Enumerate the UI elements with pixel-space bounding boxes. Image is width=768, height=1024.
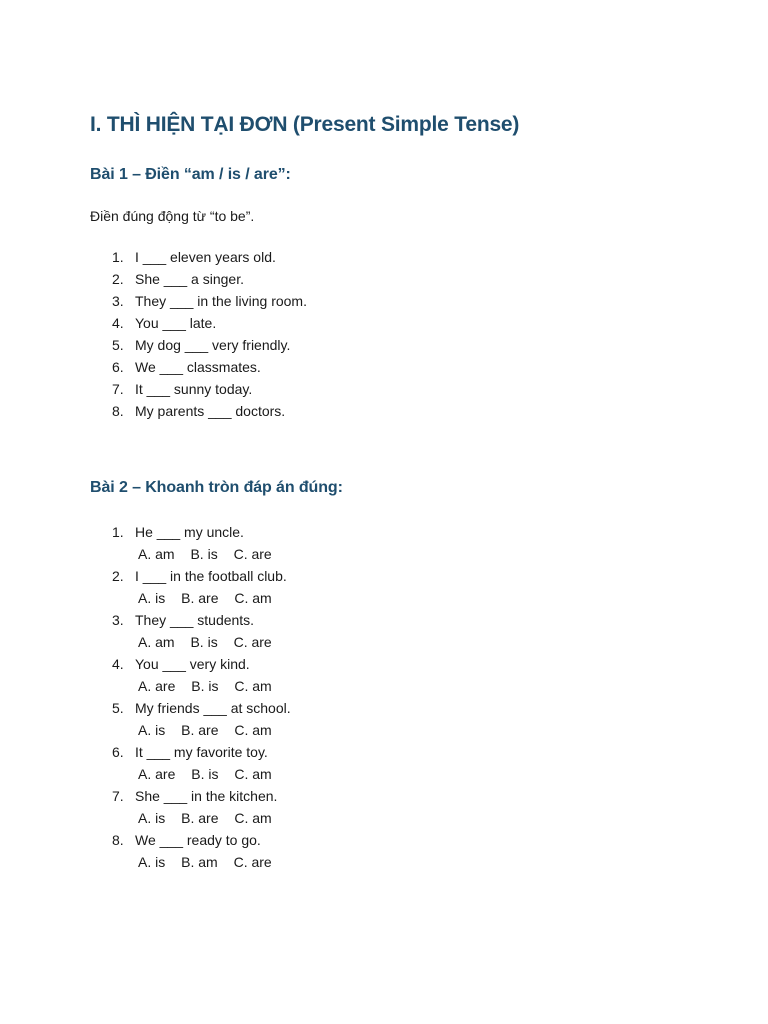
question-text: My parents ___ doctors. (135, 403, 286, 419)
exercise-1-list (112, 246, 307, 422)
answer-options (112, 675, 291, 697)
page-title: I. THÌ HIỆN TẠI ĐƠN (Present Simple Tense) (90, 113, 520, 136)
option-a[interactable]: A. is (138, 810, 166, 826)
question-text: My dog ___ very friendly. (135, 337, 291, 353)
question-text: It ___ my favorite toy. (135, 744, 268, 760)
question-number: 2. (112, 568, 124, 584)
question-number: 3. (112, 612, 124, 628)
question-number: 1. (112, 524, 124, 540)
exercise-1-question (112, 378, 307, 400)
option-a[interactable]: A. is (138, 722, 166, 738)
option-a[interactable]: A. is (138, 854, 166, 870)
question-text: She ___ in the kitchen. (135, 788, 278, 804)
option-a[interactable]: A. are (138, 766, 176, 782)
question-text: They ___ students. (135, 612, 255, 628)
answer-options (112, 763, 291, 785)
exercise-2-question (112, 829, 291, 873)
exercise-1-question (112, 312, 307, 334)
exercise-1-question (112, 290, 307, 312)
question-number: 5. (112, 700, 124, 716)
exercise-2-question (112, 697, 291, 741)
question-text: He ___ my uncle. (135, 524, 244, 540)
option-b[interactable]: B. is (190, 634, 218, 650)
exercise-2-question (112, 741, 291, 785)
option-a[interactable]: A. are (138, 678, 176, 694)
exercise-2-list (112, 521, 291, 873)
option-b[interactable]: B. is (191, 766, 219, 782)
exercise-2-question (112, 785, 291, 829)
question-number: 2. (112, 271, 124, 287)
exercise-2-title: Bài 2 – Khoanh tròn đáp án đúng: (90, 479, 343, 496)
question-text: They ___ in the living room. (135, 293, 307, 309)
option-a[interactable]: A. am (138, 546, 175, 562)
question-number: 6. (112, 359, 124, 375)
question-number: 4. (112, 315, 124, 331)
question-text: It ___ sunny today. (135, 381, 253, 397)
exercise-1-question (112, 268, 307, 290)
question-text: She ___ a singer. (135, 271, 244, 287)
option-c[interactable]: C. are (233, 546, 272, 562)
option-c[interactable]: C. are (233, 634, 272, 650)
answer-options (112, 543, 291, 565)
question-number: 5. (112, 337, 124, 353)
question-number: 4. (112, 656, 124, 672)
question-text: We ___ ready to go. (135, 832, 261, 848)
option-b[interactable]: B. are (181, 722, 219, 738)
option-c[interactable]: C. are (233, 854, 272, 870)
question-number: 1. (112, 249, 124, 265)
exercise-1-instruction: Điền đúng động từ “to be”. (90, 208, 255, 224)
question-number: 7. (112, 788, 124, 804)
answer-options (112, 851, 291, 873)
exercise-2-question (112, 609, 291, 653)
question-text: I ___ in the football club. (135, 568, 287, 584)
exercise-1-question (112, 356, 307, 378)
option-c[interactable]: C. am (234, 590, 272, 606)
option-c[interactable]: C. am (234, 678, 272, 694)
question-number: 7. (112, 381, 124, 397)
option-c[interactable]: C. am (234, 810, 272, 826)
exercise-1-question (112, 400, 307, 422)
option-b[interactable]: B. am (181, 854, 218, 870)
answer-options (112, 587, 291, 609)
exercise-2-question (112, 653, 291, 697)
question-text: You ___ late. (135, 315, 217, 331)
question-text: We ___ classmates. (135, 359, 261, 375)
exercise-2-question (112, 565, 291, 609)
exercise-1-title: Bài 1 – Điền “am / is / are”: (90, 166, 291, 183)
exercise-2-question (112, 521, 291, 565)
question-number: 8. (112, 403, 124, 419)
question-number: 6. (112, 744, 124, 760)
question-number: 8. (112, 832, 124, 848)
answer-options (112, 719, 291, 741)
answer-options (112, 807, 291, 829)
question-text: My friends ___ at school. (135, 700, 291, 716)
exercise-1-question (112, 334, 307, 356)
option-c[interactable]: C. am (234, 766, 272, 782)
question-text: I ___ eleven years old. (135, 249, 276, 265)
option-b[interactable]: B. is (190, 546, 218, 562)
option-a[interactable]: A. am (138, 634, 175, 650)
option-c[interactable]: C. am (234, 722, 272, 738)
option-b[interactable]: B. are (181, 810, 219, 826)
exercise-1-question (112, 246, 307, 268)
question-number: 3. (112, 293, 124, 309)
option-b[interactable]: B. are (181, 590, 219, 606)
question-text: You ___ very kind. (135, 656, 250, 672)
option-b[interactable]: B. is (191, 678, 219, 694)
option-a[interactable]: A. is (138, 590, 166, 606)
answer-options (112, 631, 291, 653)
